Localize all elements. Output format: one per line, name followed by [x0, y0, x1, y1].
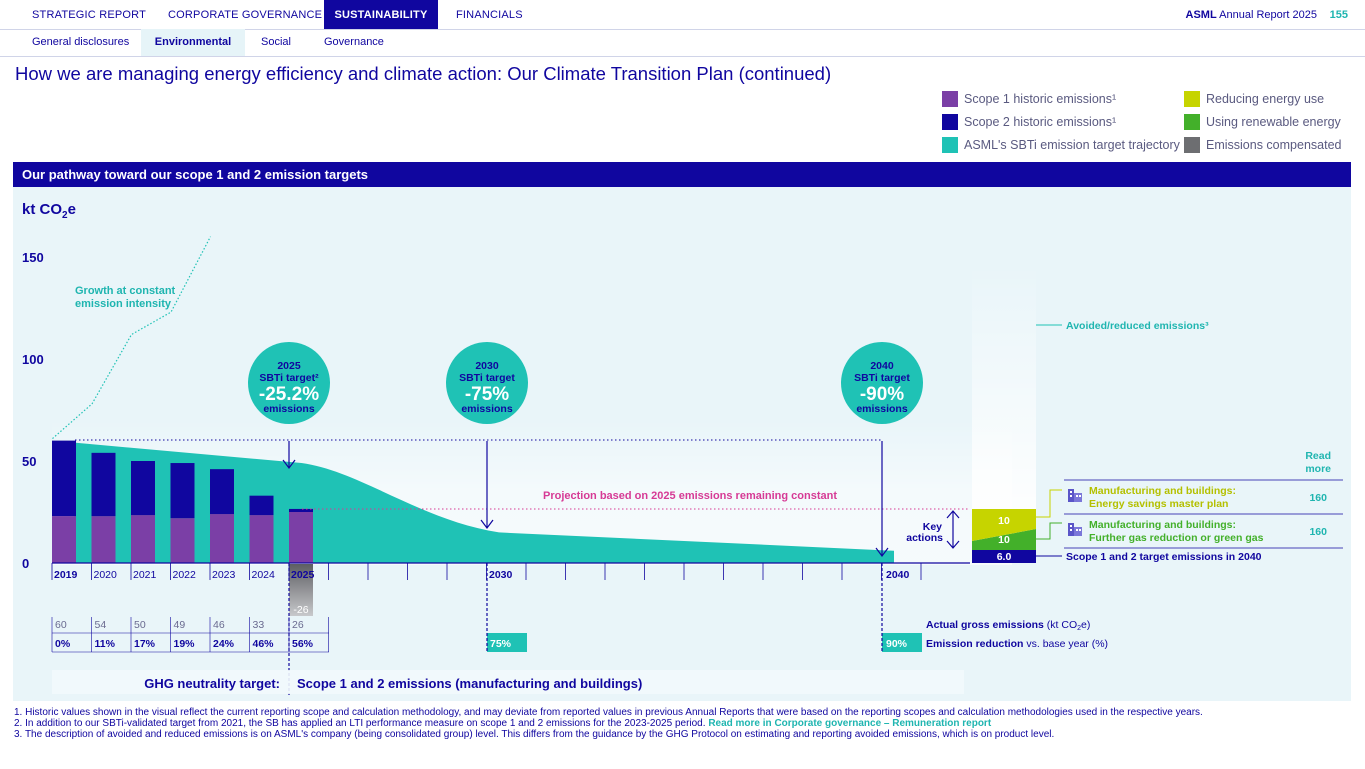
reduction-value: 24%: [213, 638, 235, 650]
remuneration-report-link[interactable]: Read more in Corporate governance – Remuneration report: [708, 718, 992, 729]
target-year: 2040: [870, 360, 894, 372]
action-1-line2: Energy savings master plan: [1089, 498, 1229, 510]
x-tick-label-2019: 2019: [54, 569, 78, 581]
ghg-label: GHG neutrality target:: [144, 676, 280, 691]
avoided-emissions-glow: [972, 265, 1036, 510]
legend-swatch-reducing: [1184, 91, 1200, 107]
projection-label: Projection based on 2025 emissions remaining constant: [542, 490, 838, 502]
read-more-link-1[interactable]: Read: [1305, 450, 1331, 462]
reduction-value: 56%: [292, 638, 314, 650]
footnote-2-text: 2. In addition to our SBTi-validated target from 2021, the SB has applied an LTI performance measure on scope 1 and 2 emissions for the 2023-2025 period.: [14, 718, 709, 729]
tab-corporate-governance[interactable]: CORPORATE GOVERNANCE: [168, 9, 323, 21]
reduction-value: 46%: [252, 638, 274, 650]
y-axis-ticks: [22, 250, 44, 571]
target-label: SBTi target: [459, 372, 515, 384]
x-tick-label-2040: 2040: [886, 569, 910, 581]
bar-scope1-2022: [171, 518, 195, 563]
gross-emission-value: 33: [252, 619, 265, 631]
key-actions-label-1: Key: [922, 521, 942, 533]
chart-panel-title-text: Our pathway toward our scope 1 and 2 emission targets: [22, 167, 369, 182]
y-tick-label: 150: [22, 250, 44, 265]
legend-swatch-sbti: [942, 137, 958, 153]
bar-scope1-2021: [131, 515, 155, 563]
subtab-environmental[interactable]: Environmental: [141, 29, 245, 56]
reduction-value: 19%: [173, 638, 195, 650]
row-label-gross: Actual gross emissions (kt CO2e): [926, 619, 1091, 632]
action-2-line2: Further gas reduction or green gas: [1089, 532, 1264, 544]
bar-scope2-2024: [250, 496, 274, 515]
growth-line: [53, 237, 211, 439]
legend-label: Using renewable energy: [1206, 115, 1341, 129]
reduce-leader: [1036, 490, 1062, 517]
reduction-value-2030: 75%: [490, 638, 512, 650]
chart-panel: [13, 187, 1351, 701]
gross-emission-value: 50: [134, 619, 146, 631]
x-tick-label-2020: 2020: [93, 569, 117, 581]
footnote-2: [14, 718, 991, 729]
target-label: SBTi target²: [259, 372, 319, 384]
subtab-social[interactable]: Social: [261, 36, 291, 48]
target-year: 2030: [475, 360, 499, 372]
legend-swatch-scope2: [942, 114, 958, 130]
legend-label: Emissions compensated: [1206, 138, 1342, 152]
key-actions-label-2: actions: [906, 532, 943, 544]
bar-scope1-2020: [92, 516, 116, 563]
action-2-line1: Manufacturing and buildings:: [1089, 519, 1236, 531]
target-caption: emissions: [856, 403, 908, 415]
footnote-1: 1. Historic values shown in the visual reflect the current reporting scope and calculation methodology, and may deviate from reported values in previous Annual Reports that were based on the reporting scopes and calculation methodologies used in the respective years.: [14, 707, 1203, 718]
bar-scope2-2021: [131, 461, 155, 515]
footnote-3: 3. The description of avoided and reduced emissions is on ASML's company (being consolidated group) level. This differs from the guidance by the GHG Protocol on estimating and reporting avoided emissions, which is on product level.: [14, 729, 1055, 740]
building-icon: [1068, 489, 1082, 502]
ghg-value: Scope 1 and 2 emissions (manufacturing and buildings): [297, 676, 643, 691]
x-tick-label-2025: 2025: [291, 569, 315, 581]
chart-panel-title: [13, 162, 1351, 187]
target-value: -90%: [859, 384, 905, 405]
target-value: -25.2%: [258, 384, 320, 405]
growth-label-1: Growth at constant: [75, 285, 176, 297]
brand-name: ASML: [1185, 9, 1217, 21]
legend-label: Scope 2 historic emissions¹: [964, 115, 1117, 129]
legend-swatch-compensated: [1184, 137, 1200, 153]
action-2-page-link[interactable]: 160: [1309, 526, 1327, 538]
gross-emission-value: 26: [292, 619, 304, 631]
reduction-value: 0%: [55, 638, 71, 650]
bar-scope2-2020: [92, 453, 116, 516]
bar-scope1-2025: [289, 512, 313, 563]
read-more-link-2[interactable]: more: [1305, 463, 1331, 475]
target-2040-value: 6.0: [996, 551, 1012, 563]
target-2040-label: Scope 1 and 2 target emissions in 2040: [1066, 551, 1262, 563]
action-1-line1: Manufacturing and buildings:: [1089, 485, 1236, 497]
bar-scope1-2023: [210, 514, 234, 563]
x-tick-label-2023: 2023: [212, 569, 236, 581]
target-caption: emissions: [263, 403, 315, 415]
building-icon: [1068, 523, 1082, 536]
tab-financials[interactable]: FINANCIALS: [456, 9, 523, 21]
bar-scope2-2023: [210, 469, 234, 514]
tab-strategic-report[interactable]: STRATEGIC REPORT: [32, 9, 147, 21]
top-navigation: [0, 0, 1365, 30]
renewable-energy-value: 10: [998, 534, 1010, 546]
bar-scope2-2025: [289, 509, 313, 512]
y-axis-unit: kt $CO_2e$: [22, 201, 76, 221]
sub-navigation: [0, 29, 1365, 57]
compensated-label: -26: [293, 604, 309, 616]
bar-scope2-2022: [171, 463, 195, 518]
brand-report-title: Annual Report 2025: [1216, 9, 1317, 21]
renewable-leader: [1036, 523, 1062, 539]
x-tick-label-2021: 2021: [133, 569, 157, 581]
target-value: -75%: [464, 384, 510, 405]
page-title: How we are managing energy efficiency and climate action: Our Climate Transition Plan (continued): [15, 63, 832, 84]
legend-label: ASML's SBTi emission target trajectory: [964, 138, 1180, 152]
action-1-page-link[interactable]: 160: [1309, 492, 1327, 504]
legend-swatch-scope1: [942, 91, 958, 107]
gross-emission-value: 49: [173, 619, 186, 631]
row-label-reduction: Emission reduction vs. base year (%): [926, 638, 1109, 650]
legend-label: Scope 1 historic emissions¹: [964, 92, 1117, 106]
x-tick-label-2024: 2024: [251, 569, 275, 581]
gross-emission-value: 60: [55, 619, 67, 631]
reducing-energy-value: 10: [998, 515, 1010, 527]
target-label: SBTi target: [854, 372, 910, 384]
gross-emission-value: 46: [213, 619, 225, 631]
target-caption: emissions: [461, 403, 513, 415]
emissions-chart: [13, 187, 1351, 701]
bar-scope1-2024: [250, 515, 274, 563]
growth-label-2: emission intensity: [75, 298, 171, 310]
x-tick-label-2030: 2030: [489, 569, 513, 581]
y-tick-label: 50: [22, 454, 37, 469]
report-brand: [1186, 0, 1317, 29]
subtab-general-disclosures[interactable]: General disclosures: [32, 36, 130, 48]
reduction-value-2040: 90%: [886, 638, 908, 650]
legend-swatch-renewable: [1184, 114, 1200, 130]
gross-emission-value: 54: [94, 619, 107, 631]
subtab-governance[interactable]: Governance: [324, 36, 384, 48]
reduction-value: 17%: [134, 638, 156, 650]
avoided-label: Avoided/reduced emissions³: [1066, 320, 1209, 332]
page-number: 155: [1329, 9, 1348, 21]
bar-scope1-2019: [52, 516, 76, 563]
legend-label: Reducing energy use: [1206, 92, 1325, 106]
reduction-value: 11%: [94, 638, 115, 650]
target-year: 2025: [277, 360, 301, 372]
bar-scope2-2019: [52, 441, 76, 516]
x-tick-label-2022: 2022: [172, 569, 196, 581]
tab-sustainability[interactable]: SUSTAINABILITY: [324, 0, 438, 29]
y-tick-label: 0: [22, 556, 30, 571]
y-tick-label: 100: [22, 352, 44, 367]
